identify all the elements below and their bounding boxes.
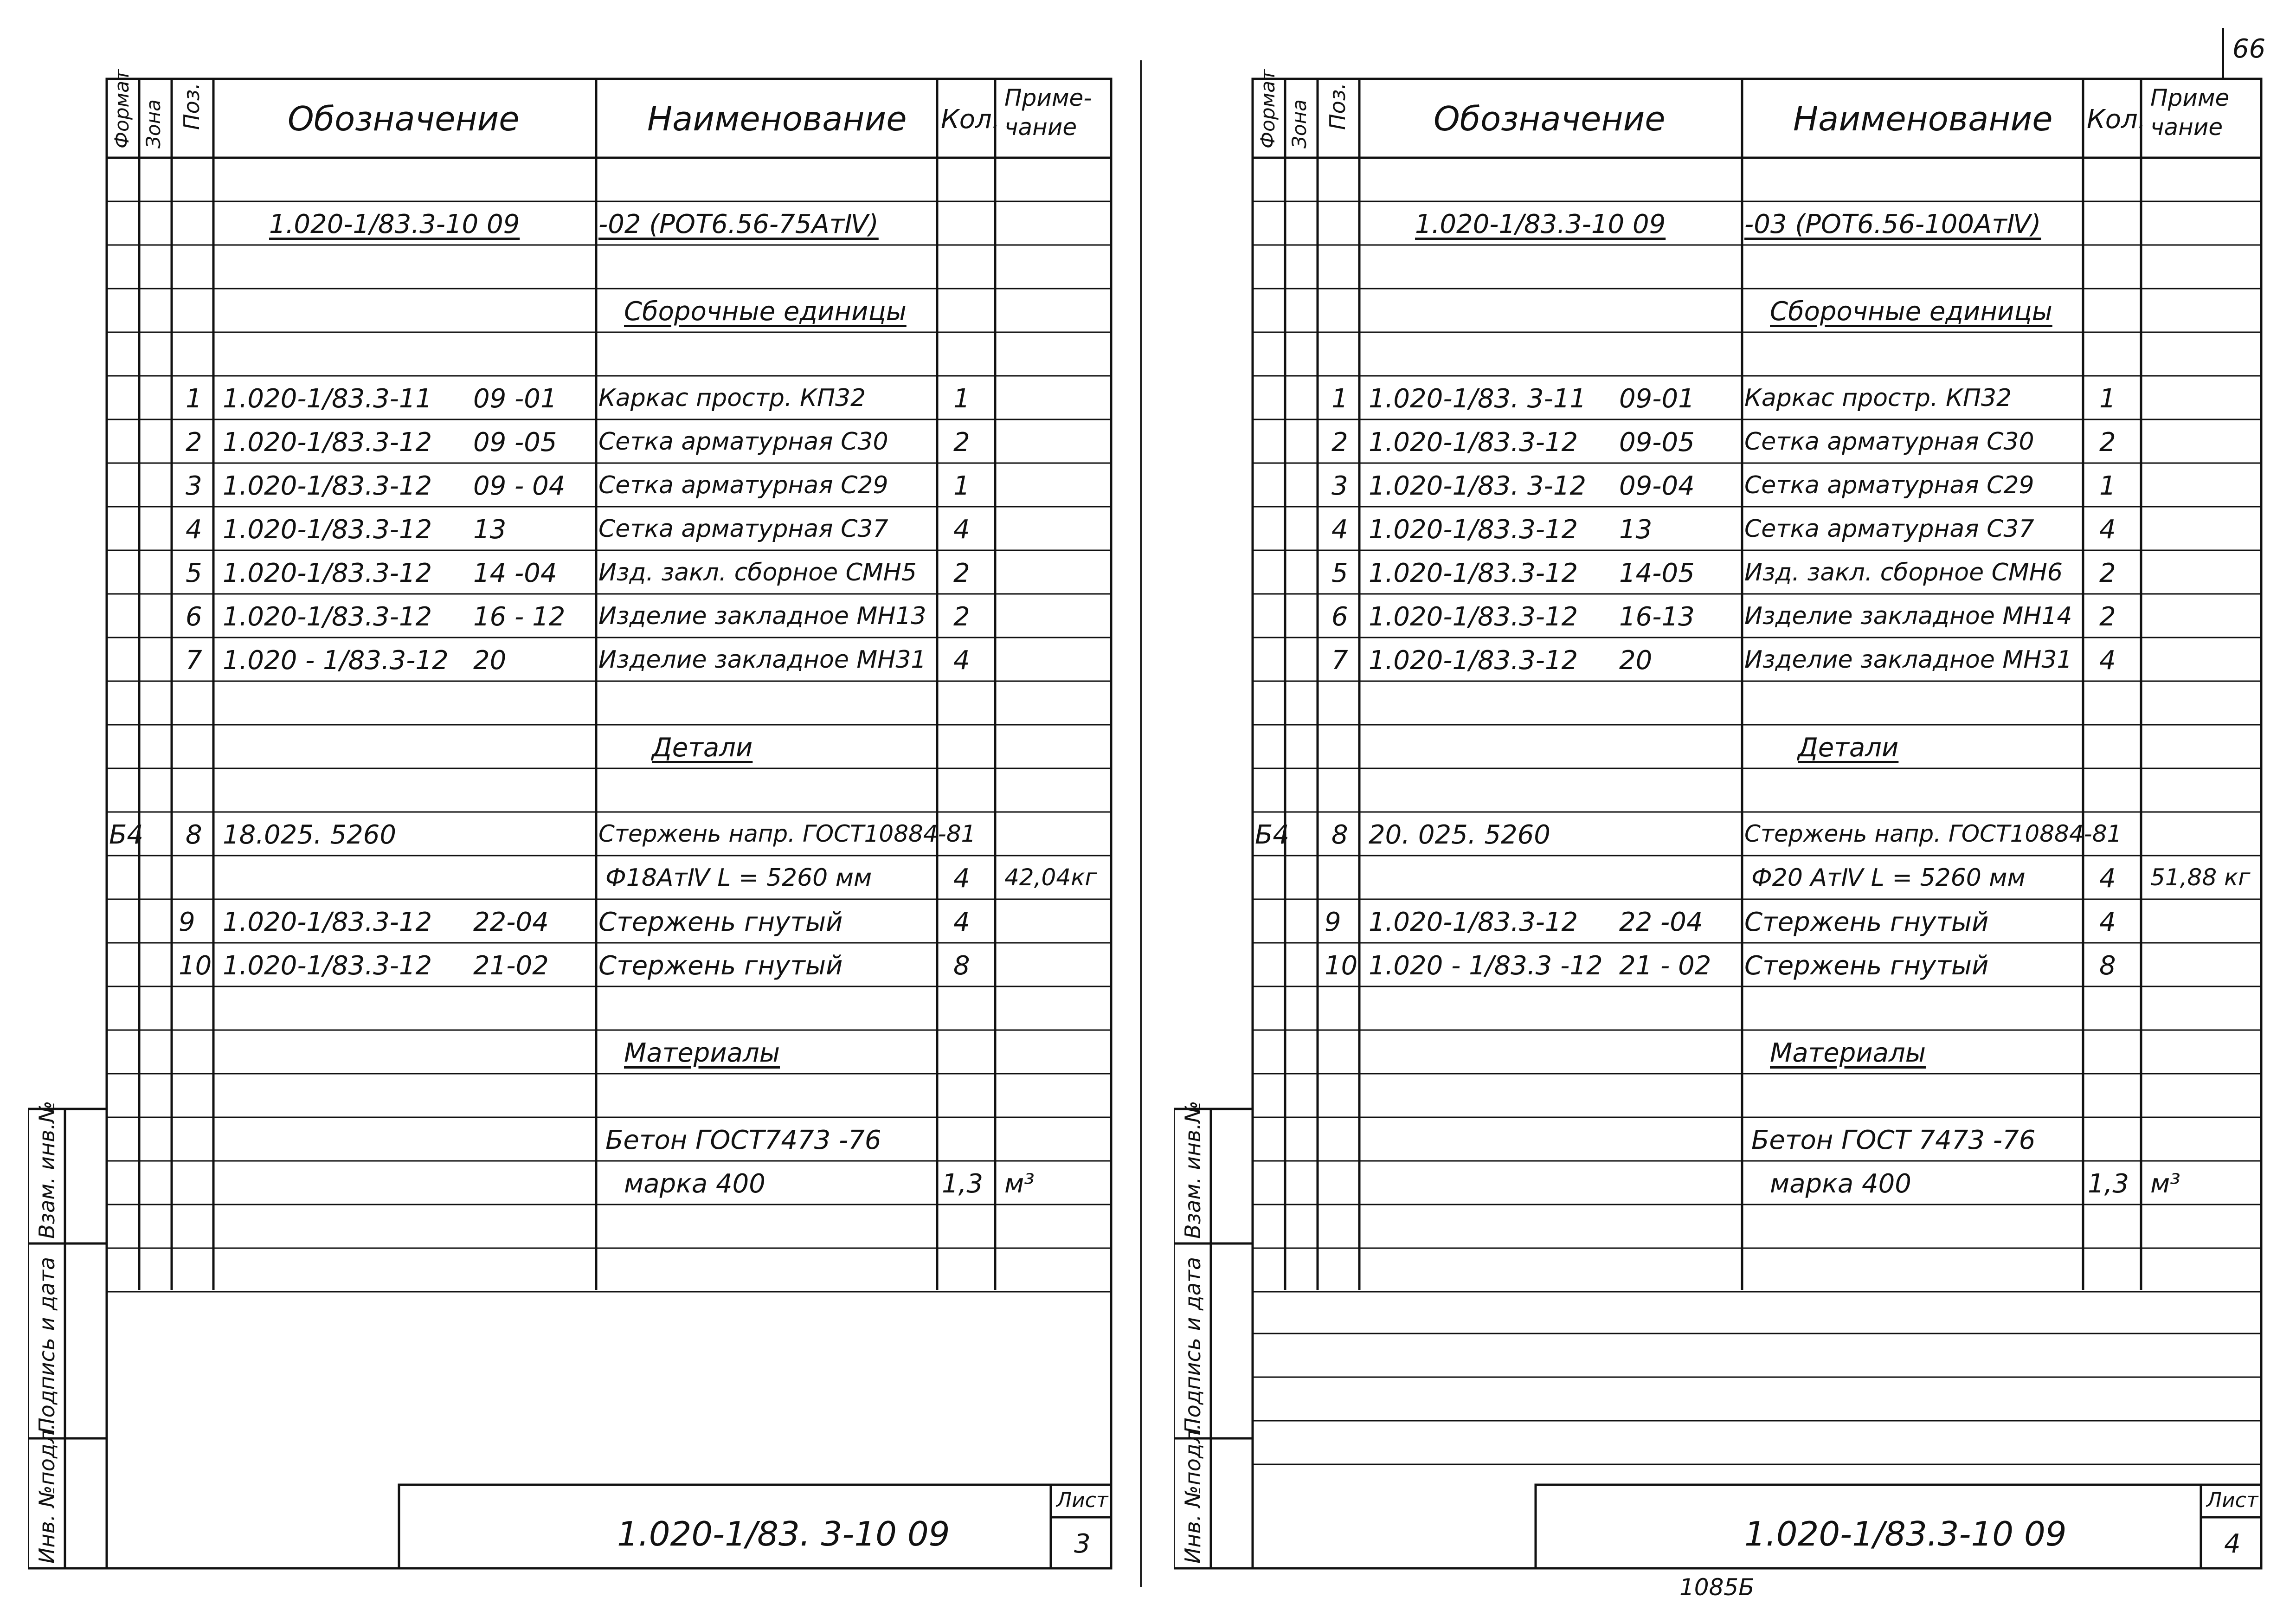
material-qty: 1,3 xyxy=(2088,1169,2129,1199)
row-qty: 8 xyxy=(2099,951,2116,981)
sheet-grid xyxy=(1174,0,2264,1587)
row-qty: 4 xyxy=(2099,863,2116,894)
header-format: Формат xyxy=(110,69,133,148)
side-label-inv: Инв. №подл. xyxy=(1180,1423,1205,1564)
row-qty: 4 xyxy=(953,907,970,937)
row-pos: 2 xyxy=(186,427,202,457)
material-qty: 1,3 xyxy=(942,1169,984,1199)
title-designation: 1.020-1/83.3-10 09 xyxy=(1415,209,1666,239)
row-qty: 4 xyxy=(953,515,970,545)
row-pos: 2 xyxy=(1331,427,1348,457)
row-designation: 1.020-1/83.3-12 xyxy=(223,602,432,632)
row-code: 22-04 xyxy=(473,907,549,937)
row-designation: 1.020-1/83.3-12 xyxy=(1369,907,1578,937)
row-designation: 1.020-1/83.3-12 xyxy=(1369,558,1578,588)
row-code: 14 -04 xyxy=(473,558,557,588)
row-qty: 8 xyxy=(953,951,970,981)
row-designation: 1.020-1/83.3-11 xyxy=(223,384,432,414)
stamp-sheet-number: 4 xyxy=(2224,1529,2241,1559)
row-pos: 10 xyxy=(179,951,212,981)
row-format: Б4 xyxy=(1255,820,1290,850)
row-pos: 5 xyxy=(186,558,202,588)
row-code: 09-05 xyxy=(1619,427,1695,457)
row-note: 51,88 кг xyxy=(2150,864,2251,891)
row-pos: 4 xyxy=(186,515,202,545)
row-pos: 3 xyxy=(186,471,202,501)
row-qty: 2 xyxy=(953,427,970,457)
row-qty: 4 xyxy=(2099,645,2116,676)
row-code: 09 - 04 xyxy=(473,471,566,501)
section-details: Детали xyxy=(652,733,753,763)
spec-sheet-left xyxy=(28,0,1113,1587)
row-qty: 2 xyxy=(2099,558,2116,588)
row-name: Стержень гнутый xyxy=(598,907,843,937)
row-designation: 1.020-1/83.3-12 xyxy=(223,427,432,457)
row-name: Изделие закладное МН13 xyxy=(598,602,926,630)
row-code: 14-05 xyxy=(1619,558,1695,588)
material-grade: марка 400 xyxy=(624,1169,765,1199)
row-code: 09 -05 xyxy=(473,427,557,457)
stamp-sheet-label: Лист xyxy=(2206,1488,2258,1512)
row-code: 09-04 xyxy=(1619,471,1695,501)
row-name: Стержень напр. ГОСТ10884-81 xyxy=(598,820,976,847)
row-qty: 4 xyxy=(953,645,970,676)
row-qty: 4 xyxy=(2099,907,2116,937)
sheet-divider xyxy=(1140,60,1142,1587)
sheet-grid xyxy=(28,0,1113,1587)
row-qty: 4 xyxy=(2099,515,2116,545)
material-name: Бетон ГОСТ 7473 -76 xyxy=(1751,1125,2036,1155)
section-materials: Материалы xyxy=(624,1038,780,1068)
row-pos: 9 xyxy=(1325,907,1341,937)
row-designation: 1.020 - 1/83.3-12 xyxy=(223,645,449,676)
row-designation: 1.020-1/83.3-12 xyxy=(223,515,432,545)
header-zone: Зона xyxy=(142,99,165,148)
header-name: Наименование xyxy=(647,99,907,138)
row-designation: 1.020-1/83.3-12 xyxy=(223,951,432,981)
header-format: Формат xyxy=(1256,69,1279,148)
row-name: Стержень гнутый xyxy=(1744,907,1989,937)
row-name: Изделие закладное МН31 xyxy=(598,646,926,674)
row-designation: 1.020-1/83.3-12 xyxy=(1369,645,1578,676)
row-note: 42,04кг xyxy=(1004,864,1097,891)
header-note: Приме- чание xyxy=(1004,84,1092,141)
section-assembly: Сборочные единицы xyxy=(624,296,907,327)
row-name: Изд. закл. сборное СМН5 xyxy=(598,559,917,586)
header-designation: Обозначение xyxy=(1434,99,1666,138)
row-pos: 1 xyxy=(1331,384,1348,414)
row-designation: 1.020-1/83. 3-12 xyxy=(1369,471,1586,501)
stamp-sheet-label: Лист xyxy=(1056,1488,1108,1512)
row-qty: 2 xyxy=(953,558,970,588)
row-name: Сетка арматурная С29 xyxy=(1744,471,2034,499)
row-pos: 9 xyxy=(179,907,195,937)
row-qty: 2 xyxy=(2099,602,2116,632)
row-pos: 8 xyxy=(1331,820,1348,850)
page-number: 66 xyxy=(2232,34,2266,64)
row-code: 16-13 xyxy=(1619,602,1695,632)
row-pos: 5 xyxy=(1331,558,1348,588)
row-designation: 1.020-1/83.3-12 xyxy=(1369,602,1578,632)
title-name: -03 (РОТ6.56-100АтⅣ) xyxy=(1744,209,2041,239)
section-materials: Материалы xyxy=(1770,1038,1926,1068)
row-designation: 18.025. 5260 xyxy=(223,820,397,850)
header-qty: Кол. xyxy=(2087,104,2146,135)
row-designation: 1.020-1/83.3-12 xyxy=(1369,427,1578,457)
row-pos: 4 xyxy=(1331,515,1348,545)
title-designation: 1.020-1/83.3-10 09 xyxy=(269,209,520,239)
row-name: Изделие закладное МН31 xyxy=(1744,646,2072,674)
row-name-2: Ф20 АтⅣ L = 5260 мм xyxy=(1751,864,2026,892)
row-designation: 20. 025. 5260 xyxy=(1369,820,1550,850)
row-pos: 10 xyxy=(1325,951,1358,981)
row-designation: 1.020-1/83.3-12 xyxy=(223,907,432,937)
row-format: Б4 xyxy=(109,820,144,850)
row-name: Каркас простр. КП32 xyxy=(598,384,866,412)
row-pos: 3 xyxy=(1331,471,1348,501)
title-name: -02 (РОТ6.56-75АтⅣ) xyxy=(598,209,879,239)
material-unit: м³ xyxy=(2150,1169,2180,1199)
row-code: 13 xyxy=(473,515,507,545)
row-code: 21-02 xyxy=(473,951,549,981)
row-qty: 2 xyxy=(2099,427,2116,457)
row-code: 21 - 02 xyxy=(1619,951,1711,981)
row-code: 09 -01 xyxy=(473,384,557,414)
side-label-inv: Инв. №подл. xyxy=(34,1423,59,1564)
row-code: 22 -04 xyxy=(1619,907,1703,937)
row-pos: 6 xyxy=(1331,602,1348,632)
row-pos: 1 xyxy=(186,384,202,414)
row-name: Изд. закл. сборное СМН6 xyxy=(1744,559,2063,586)
row-designation: 1.020 - 1/83.3 -12 xyxy=(1369,951,1603,981)
row-qty: 1 xyxy=(953,384,970,414)
material-grade: марка 400 xyxy=(1770,1169,1911,1199)
row-code: 20 xyxy=(473,645,507,676)
archive-mark: 1085Б xyxy=(1679,1574,1755,1601)
row-name: Сетка арматурная С30 xyxy=(598,428,888,456)
side-label-vzam: Взам. инв.№ xyxy=(1180,1101,1205,1239)
row-qty: 1 xyxy=(2099,471,2116,501)
header-note: Приме чание xyxy=(2150,84,2230,141)
row-name: Стержень гнутый xyxy=(1744,951,1989,981)
header-name: Наименование xyxy=(1793,99,2053,138)
side-label-vzam: Взам. инв.№ xyxy=(34,1101,59,1239)
row-name: Сетка арматурная С37 xyxy=(1744,515,2034,543)
row-pos: 8 xyxy=(186,820,202,850)
section-assembly: Сборочные единицы xyxy=(1770,296,2052,327)
row-qty: 4 xyxy=(953,863,970,894)
row-pos: 7 xyxy=(1331,645,1348,676)
row-name: Изделие закладное МН14 xyxy=(1744,602,2072,630)
header-zone: Зона xyxy=(1288,99,1311,148)
side-label-podpis: Подпись и дата xyxy=(1180,1256,1205,1434)
header-designation: Обозначение xyxy=(288,99,520,138)
row-designation: 1.020-1/83.3-12 xyxy=(223,471,432,501)
header-pos: Поз. xyxy=(179,83,204,130)
material-name: Бетон ГОСТ7473 -76 xyxy=(605,1125,881,1155)
row-designation: 1.020-1/83.3-12 xyxy=(1369,515,1578,545)
material-unit: м³ xyxy=(1004,1169,1035,1199)
row-code: 13 xyxy=(1619,515,1653,545)
row-name: Сетка арматурная С30 xyxy=(1744,428,2034,456)
row-name: Стержень гнутый xyxy=(598,951,843,981)
row-qty: 2 xyxy=(953,602,970,632)
stamp-code: 1.020-1/83.3-10 09 xyxy=(1744,1514,2067,1553)
row-code: 20 xyxy=(1619,645,1653,676)
row-designation: 1.020-1/83. 3-11 xyxy=(1369,384,1586,414)
row-designation: 1.020-1/83.3-12 xyxy=(223,558,432,588)
stamp-code: 1.020-1/83. 3-10 09 xyxy=(617,1514,950,1553)
row-qty: 1 xyxy=(953,471,970,501)
row-pos: 6 xyxy=(186,602,202,632)
section-details: Детали xyxy=(1798,733,1899,763)
header-pos: Поз. xyxy=(1325,83,1350,130)
row-code: 16 - 12 xyxy=(473,602,566,632)
row-name: Стержень напр. ГОСТ10884-81 xyxy=(1744,820,2122,847)
stamp-sheet-number: 3 xyxy=(1074,1529,1091,1559)
row-code: 09-01 xyxy=(1619,384,1695,414)
row-name: Сетка арматурная С29 xyxy=(598,471,888,499)
row-name: Сетка арматурная С37 xyxy=(598,515,888,543)
row-name: Каркас простр. КП32 xyxy=(1744,384,2012,412)
side-label-podpis: Подпись и дата xyxy=(34,1256,59,1434)
row-pos: 7 xyxy=(186,645,202,676)
header-qty: Кол. xyxy=(941,104,1000,135)
spec-sheet-right xyxy=(1174,0,2264,1587)
row-qty: 1 xyxy=(2099,384,2116,414)
row-name-2: Ф18АтⅣ L = 5260 мм xyxy=(605,864,872,892)
